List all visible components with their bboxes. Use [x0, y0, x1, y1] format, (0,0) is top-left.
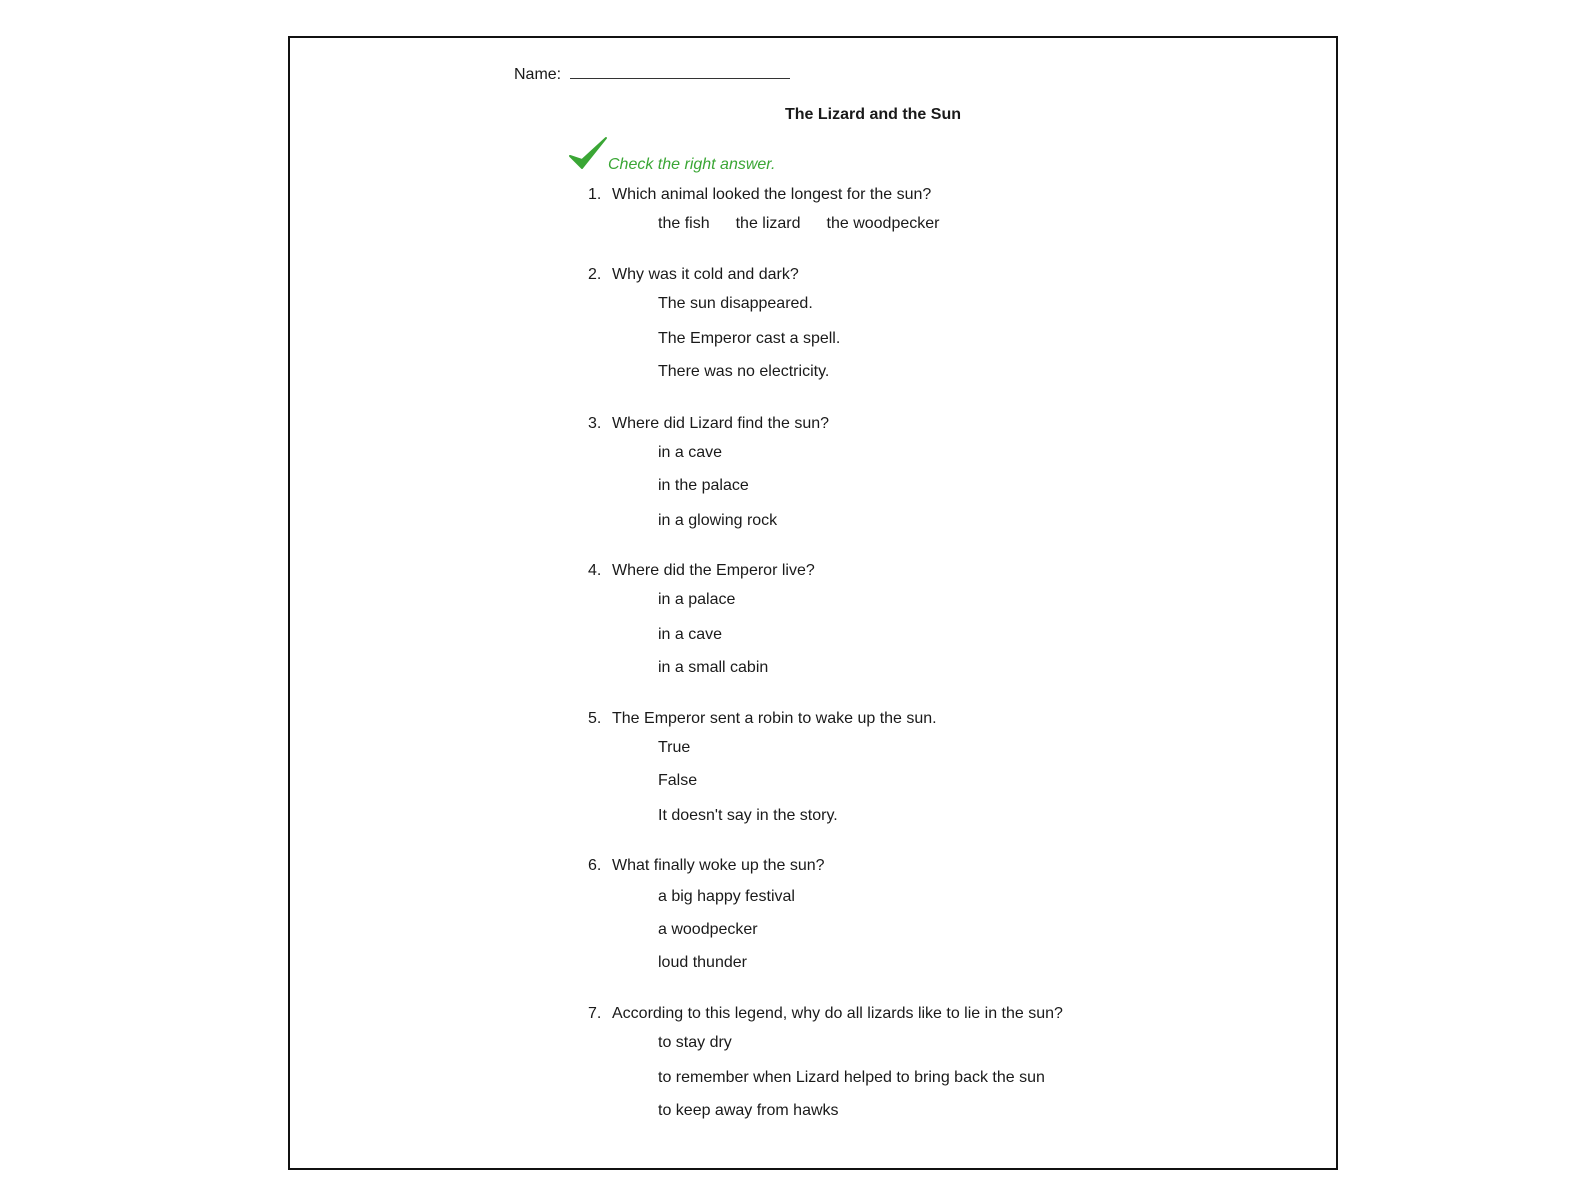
- question-text: What finally woke up the sun?: [612, 857, 825, 874]
- answer-option[interactable]: in a glowing rock: [658, 512, 778, 529]
- worksheet-title: The Lizard and the Sun: [784, 106, 961, 123]
- question-7: [588, 1005, 1063, 1023]
- answer-option[interactable]: the fish: [658, 215, 710, 232]
- question-1-options: [658, 215, 965, 233]
- question-2: [588, 266, 799, 284]
- question-3: [588, 415, 829, 433]
- answer-option[interactable]: There was no electricity.: [658, 363, 830, 380]
- answer-option[interactable]: in a cave: [658, 444, 723, 461]
- question-number: 4.: [588, 562, 602, 579]
- answer-option[interactable]: a big happy festival: [658, 888, 795, 905]
- answer-option[interactable]: The sun disappeared.: [658, 295, 813, 312]
- answer-option[interactable]: False: [658, 772, 698, 789]
- checkmark-icon: [568, 136, 608, 174]
- instruction-text: Check the right answer.: [608, 156, 776, 173]
- name-label: Name:: [514, 66, 562, 83]
- answer-option[interactable]: a woodpecker: [658, 921, 758, 938]
- answer-option[interactable]: in the palace: [658, 477, 749, 494]
- answer-option[interactable]: in a cave: [658, 626, 723, 643]
- answer-option[interactable]: the lizard: [735, 215, 801, 232]
- answer-option[interactable]: the woodpecker: [826, 215, 940, 232]
- name-field: [514, 62, 790, 84]
- question-text: Where did the Emperor live?: [612, 562, 815, 579]
- question-6: [588, 857, 825, 875]
- answer-option[interactable]: in a small cabin: [658, 659, 769, 676]
- question-number: 1.: [588, 186, 602, 203]
- answer-option[interactable]: The Emperor cast a spell.: [658, 330, 841, 347]
- answer-option[interactable]: in a palace: [658, 591, 736, 608]
- answer-option[interactable]: It doesn't say in the story.: [658, 807, 838, 824]
- question-5: [588, 710, 937, 728]
- question-number: 7.: [588, 1005, 602, 1022]
- answer-option[interactable]: to stay dry: [658, 1034, 732, 1051]
- question-text: According to this legend, why do all lizards like to lie in the sun?: [612, 1005, 1063, 1022]
- question-number: 2.: [588, 266, 602, 283]
- answer-option[interactable]: to remember when Lizard helped to bring back the sun: [658, 1069, 1045, 1086]
- answer-option[interactable]: True: [658, 739, 691, 756]
- name-blank-line[interactable]: [570, 62, 790, 79]
- worksheet-page: [288, 36, 1338, 1170]
- question-text: Where did Lizard find the sun?: [612, 415, 830, 432]
- question-text: Why was it cold and dark?: [612, 266, 799, 283]
- question-number: 5.: [588, 710, 602, 727]
- question-1: [588, 186, 931, 204]
- question-4: [588, 562, 815, 580]
- question-text: Which animal looked the longest for the sun?: [612, 186, 932, 203]
- question-number: 6.: [588, 857, 602, 874]
- answer-option[interactable]: to keep away from hawks: [658, 1102, 839, 1119]
- question-number: 3.: [588, 415, 602, 432]
- answer-option[interactable]: loud thunder: [658, 954, 747, 971]
- question-text: The Emperor sent a robin to wake up the sun.: [612, 710, 937, 727]
